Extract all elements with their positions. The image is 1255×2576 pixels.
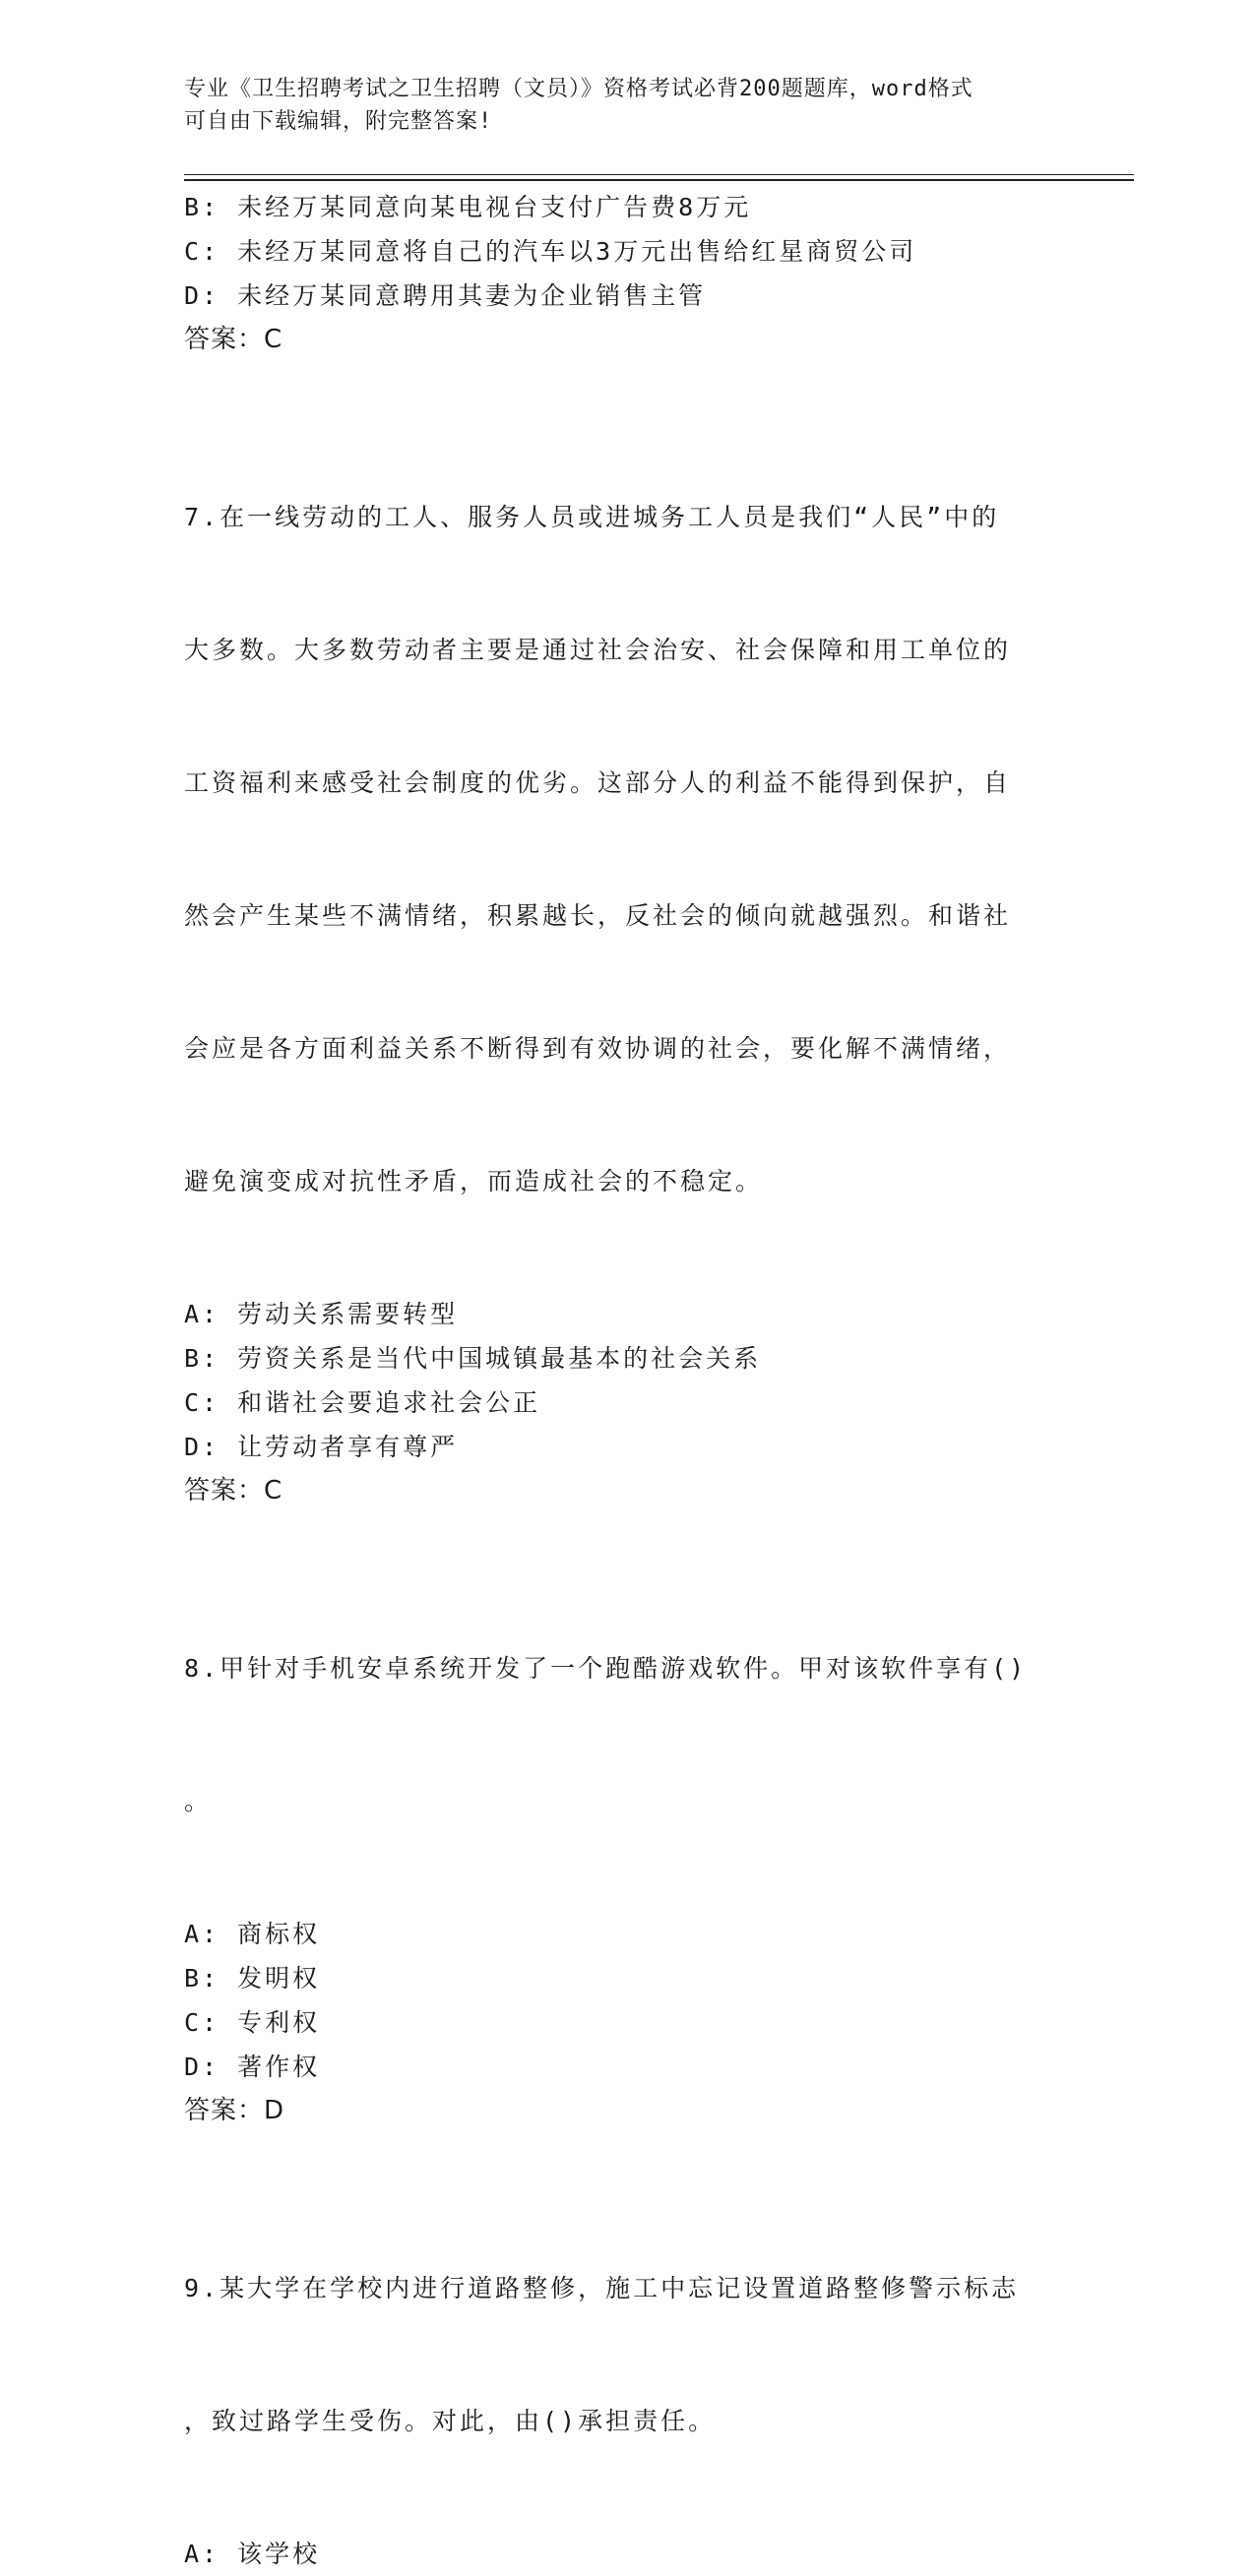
header-divider-thick: [184, 179, 1134, 181]
question-stem: [184, 406, 1050, 1292]
header-line-2: 可自由下载编辑，附完整答案!: [184, 109, 493, 134]
stem-line: 大多数。大多数劳动者主要是通过社会治安、社会保障和用工单位的: [184, 636, 1012, 664]
stem-line: 8.甲针对手机安卓系统开发了一个跑酷游戏软件。甲对该软件享有(): [184, 1654, 1028, 1683]
option-d: D: 让劳动者享有尊严: [184, 1433, 459, 1461]
option-d: D: 著作权: [184, 2053, 321, 2081]
option-a: A: 劳动关系需要转型: [184, 1300, 459, 1328]
question-7: [184, 406, 1050, 1513]
question-stem: [184, 2177, 1050, 2532]
question-list: [184, 185, 1050, 2576]
header-line-1: 专业《卫生招聘考试之卫生招聘（文员）》资格考试必背200题题库，word格式: [184, 77, 973, 101]
question-9: [184, 2177, 1050, 2576]
stem-line: 会应是各方面利益关系不断得到有效协调的社会，要化解不满情绪，: [184, 1034, 1012, 1063]
option-c: C: 专利权: [184, 2008, 321, 2037]
stem-line: ，致过路学生受伤。对此，由()承担责任。: [184, 2407, 717, 2435]
document-header: [184, 73, 1050, 138]
stem-line: 避免演变成对抗性矛盾，而造成社会的不稳定。: [184, 1167, 764, 1196]
question-stem: [184, 1558, 1050, 1912]
stem-line: 然会产生某些不满情绪，积累越长，反社会的倾向就越强烈。和谐社: [184, 901, 1012, 930]
stem-line: 9.某大学在学校内进行道路整修，施工中忘记设置道路整修警示标志: [184, 2274, 1020, 2302]
answer-line: 答案：D: [184, 2096, 285, 2125]
answer-line: 答案：C: [184, 325, 283, 354]
question-6-tail: [184, 185, 1050, 362]
option-a: A: 该学校: [184, 2540, 321, 2568]
option-b: B: 未经万某同意向某电视台支付广告费8万元: [184, 193, 752, 221]
option-a: A: 商标权: [184, 1920, 321, 1948]
answer-line: 答案：C: [184, 1476, 283, 1505]
option-c: C: 未经万某同意将自己的汽车以3万元出售给红星商贸公司: [184, 237, 917, 266]
spacer: [184, 2133, 1050, 2177]
stem-line: 。: [184, 1787, 213, 1815]
header-divider-thin: [184, 174, 1134, 175]
spacer: [184, 362, 1050, 406]
stem-line: 工资福利来感受社会制度的优劣。这部分人的利益不能得到保护，自: [184, 768, 1012, 797]
option-c: C: 和谐社会要追求社会公正: [184, 1388, 541, 1417]
stem-line: 7.在一线劳动的工人、服务人员或进城务工人员是我们“人民”中的: [184, 503, 1000, 531]
spacer: [184, 1513, 1050, 1558]
option-b: B: 劳资关系是当代中国城镇最基本的社会关系: [184, 1344, 762, 1373]
option-b: B: 发明权: [184, 1964, 321, 1993]
question-8: [184, 1558, 1050, 2133]
option-d: D: 未经万某同意聘用其妻为企业销售主管: [184, 281, 707, 310]
